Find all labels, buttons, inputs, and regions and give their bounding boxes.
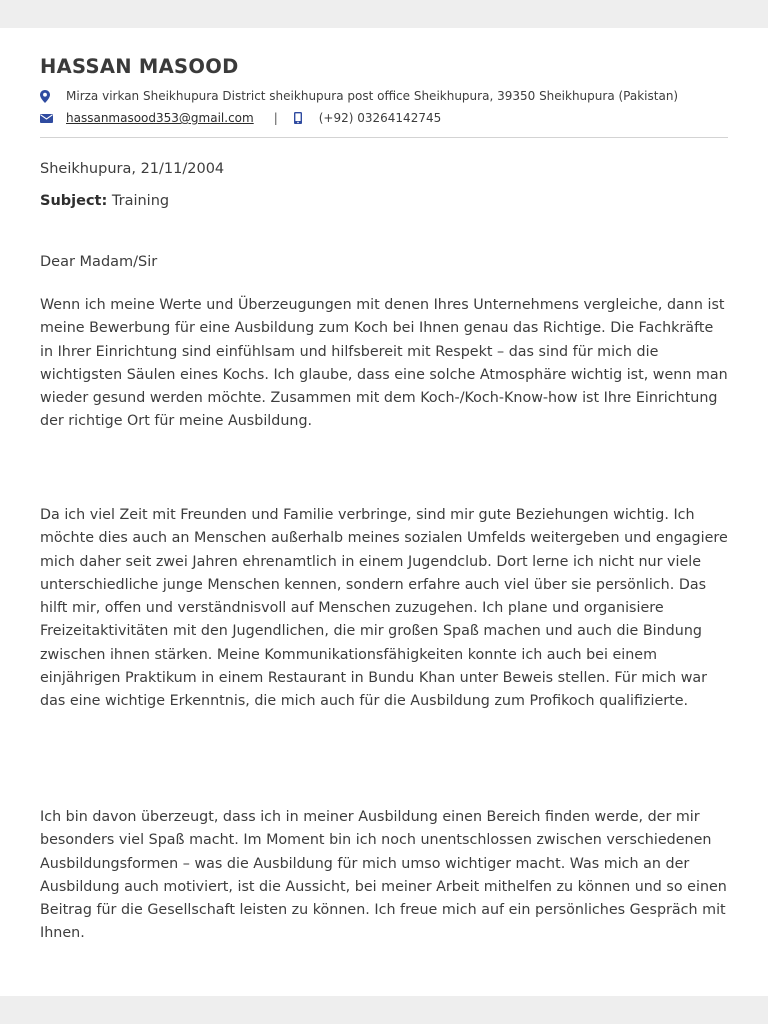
salutation: Dear Madam/Sir: [40, 254, 158, 270]
body-paragraph-1: Wenn ich meine Werte und Überzeugungen mit denen Ihres Unternehmens vergleiche, dann ist meine Bewerbung für eine Ausbildung zum Koch bei Ihnen genau das Richtige. Die Fachkräfte in Ihrer Einrichtung sind einfühlsam und hilfsbereit mit Respekt – das sind für mich die wichtigsten Säulen eines Kochs. Ich glaube, dass eine solche Atmosphäre wichtig ist, wenn man wieder gesund werden möchte. Zusammen mit dem Koch-/Koch-Know-how ist Ihre Einrichtung der richtige Ort für meine Ausbildung.: [40, 297, 728, 430]
subject-label: Subject:: [40, 193, 108, 209]
contact-line: [40, 109, 441, 127]
contact-separator: |: [273, 111, 278, 125]
envelope-icon: [40, 114, 66, 123]
letter-date: Sheikhupura, 21/11/2004: [40, 161, 225, 177]
address-text: Mirza virkan Sheikhupura District sheikhupura post office Sheikhupura, 39350 Sheikhupura (Pakistan): [66, 89, 679, 103]
location-pin-icon: [40, 90, 66, 103]
address-line: [40, 87, 678, 105]
body-paragraph-2: Da ich viel Zeit mit Freunden und Familie verbringe, sind mir gute Beziehungen wichtig. Ich möchte dies auch an Menschen außerhalb meines sozialen Umfelds weitergeben und engagiere mich daher seit zwei Jahren ehrenamtlich in einem Jugendclub. Dort lerne ich nicht nur viele unterschiedliche junge Menschen kennen, sondern erfahre auch viel über sie persönlich. Das hilft mir, offen und verständnisvoll auf Menschen zuzugehen. Ich plane und organisiere Freizeitaktivitäten mit den Jugendlichen, die mir großen Spaß machen und auch die Bindung zwischen ihnen stärken. Meine Kommunikationsfähigkeiten konnte ich auch bei einem einjährigen Praktikum in einem Restaurant in Bundu Khan unter Beweis stellen. Für mich war das eine wichtige Erkenntnis, die mich auch für die Ausbildung zum Profikoch qualifizierte.: [40, 507, 728, 710]
subject-value: Training: [111, 193, 170, 209]
applicant-name: HASSAN MASOOD: [40, 55, 239, 78]
letter-subject: [40, 193, 169, 209]
email-link[interactable]: hassanmasood353@gmail.com: [66, 111, 254, 125]
letter-page: [0, 28, 768, 996]
phone-number: (+92) 03264142745: [318, 111, 442, 125]
mobile-phone-icon: [294, 112, 319, 124]
body-paragraph-3: Ich bin davon überzeugt, dass ich in meiner Ausbildung einen Bereich finden werde, der mir besonders viel Spaß macht. Im Moment bin ich noch unentschlossen zwischen verschiedenen Ausbildungsformen – was die Ausbildung für mich umso wichtiger macht. Was mich an der Ausbildung auch motiviert, ist die Aussicht, bei meiner Arbeit mithelfen zu können und so einen Beitrag für die Gesellschaft leisten zu können. Ich freue mich auf ein persönliches Gespräch mit Ihnen.: [40, 809, 727, 942]
header-divider: [40, 137, 728, 138]
